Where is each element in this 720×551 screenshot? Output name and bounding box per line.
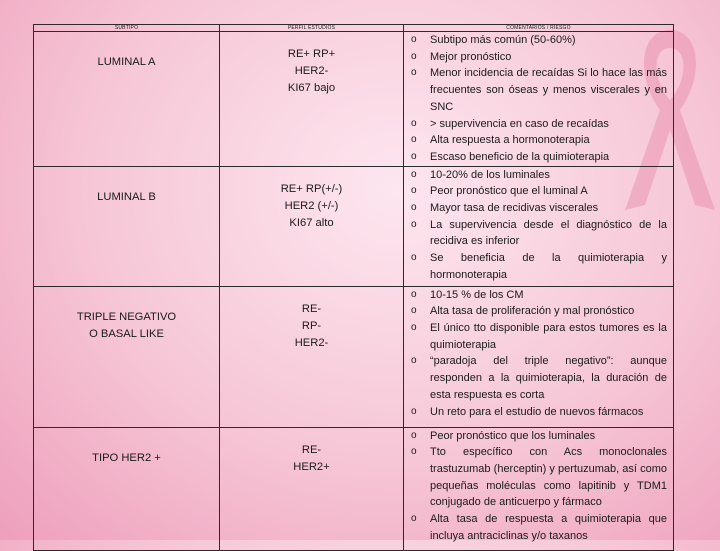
bullet-icon: o [411,446,417,458]
bullet-icon: o [411,67,417,79]
list-item [404,183,673,200]
list-item [404,49,673,66]
bullet-icon: o [411,252,417,264]
bullet-icon: o [411,288,417,300]
profile-cell [220,427,404,550]
table-row [34,32,674,167]
comment-text: “paradoja del triple negativo”: aunque responden a la quimioterapia, la duración de esta respuesta es corta [430,355,667,401]
list-item [404,320,673,353]
comments-cell [404,166,674,286]
list-item [404,287,673,304]
bullet-icon: o [411,150,417,162]
profile-cell [220,32,404,167]
bullet-icon: o [411,218,417,230]
bullet-icon: o [411,202,417,214]
bullet-icon: o [411,405,417,417]
bullet-icon: o [411,429,417,441]
profile-line: HER2- [294,65,329,77]
comment-text: Tto específico con Acs monoclonales trastuzumab (herceptin) y pertuzumab, así como pequeñas moléculas como lapitinib y TDM1 conjugado de anticuerpo y fármaco [430,446,667,509]
subtype-line: TRIPLE NEGATIVO [76,310,177,323]
profile-line: HER2 (+/-) [284,199,339,212]
comment-text: Peor pronóstico que el luminal A [430,185,588,198]
subtype-cell [34,166,220,286]
comment-text: Mayor tasa de recidivas viscerales [430,202,599,215]
comment-text: Alta tasa de proliferación y mal pronóstico [430,305,635,318]
list-item [404,65,673,115]
comment-text: 10-15 % de los CM [430,288,524,301]
comments-list [404,32,673,166]
profile-cell [220,286,404,427]
table-row [34,166,674,286]
bullet-icon: o [411,355,417,367]
list-item [404,217,673,250]
comment-text: Menor incidencia de recaídas Si lo hace las más frecuentes son óseas y menos viscerales y en SNC [430,67,667,113]
list-item [404,116,673,133]
subtype-line: LUMINAL A [97,56,156,68]
profile-line: HER2+ [293,460,330,473]
subtype-cell [34,286,220,427]
bullet-icon: o [411,305,417,317]
bullet-icon: o [411,50,417,62]
header-comments: COMENTARIOS / RIESGO [404,25,674,32]
header-row [34,25,674,32]
comments-list [404,287,673,421]
table-row [34,286,674,427]
profile-line: HER2- [294,336,329,349]
comments-list [404,428,673,545]
subtype-cell [34,427,220,550]
comment-text: Un reto para el estudio de nuevos fármacos [430,405,644,418]
comments-cell [404,286,674,427]
comment-text: 10-20% de los luminales [430,168,550,181]
table-row [34,427,674,550]
bullet-icon: o [411,134,417,146]
comment-text: Peor pronóstico que los luminales [430,429,596,442]
bullet-icon: o [411,185,417,197]
list-item [404,149,673,166]
subtype-line: TIPO HER2 + [92,451,161,464]
comment-text: Mejor pronóstico [430,50,512,63]
list-item [404,404,673,421]
comment-text: Se beneficia de la quimioterapia y hormonoterapia [430,252,667,281]
comment-text: Escaso beneficio de la quimioterapia [430,150,610,163]
comment-text: > supervivencia en caso de recaídas [430,117,609,130]
breast-cancer-subtypes-table [33,24,674,551]
bullet-icon: o [411,322,417,334]
comments-cell [404,427,674,550]
list-item [404,444,673,511]
bullet-icon: o [411,34,417,45]
list-item [404,250,673,283]
subtype-line: LUMINAL B [97,190,156,203]
subtype-cell [34,32,220,167]
profile-line: KI67 alto [289,216,334,229]
profile-cell [220,166,404,286]
comment-text: Alta tasa de respuesta a quimioterapia que incluya antraciclinas y/o taxanos [430,513,667,542]
profile-line: RE- [301,443,322,456]
comments-cell [404,32,674,167]
list-item [404,303,673,320]
list-item [404,353,673,403]
list-item [404,428,673,445]
header-profile: PERFIL ESTUDIOS [220,25,404,32]
bullet-icon: o [411,117,417,129]
profile-line: RP- [301,319,322,332]
header-subtype: SUBTIPO [34,25,220,32]
list-item [404,167,673,184]
bullet-icon: o [411,168,417,180]
profile-line: RE- [301,302,322,315]
list-item [404,132,673,149]
comments-list [404,167,673,284]
subtype-line: O BASAL LIKE [89,327,164,340]
profile-line: RE+ RP(+/-) [280,182,343,195]
comment-text: El único tto disponible para estos tumores es la quimioterapia [430,322,667,351]
comment-text: La supervivencia desde el diagnóstico de la recidiva es inferior [430,218,667,248]
bullet-icon: o [411,513,417,525]
list-item [404,32,673,49]
list-item [404,200,673,217]
comment-text: Subtipo más común (50-60%) [430,34,576,46]
profile-line: KI67 bajo [287,82,336,94]
comment-text: Alta respuesta a hormonoterapia [430,134,590,147]
profile-line: RE+ RP+ [287,48,336,60]
